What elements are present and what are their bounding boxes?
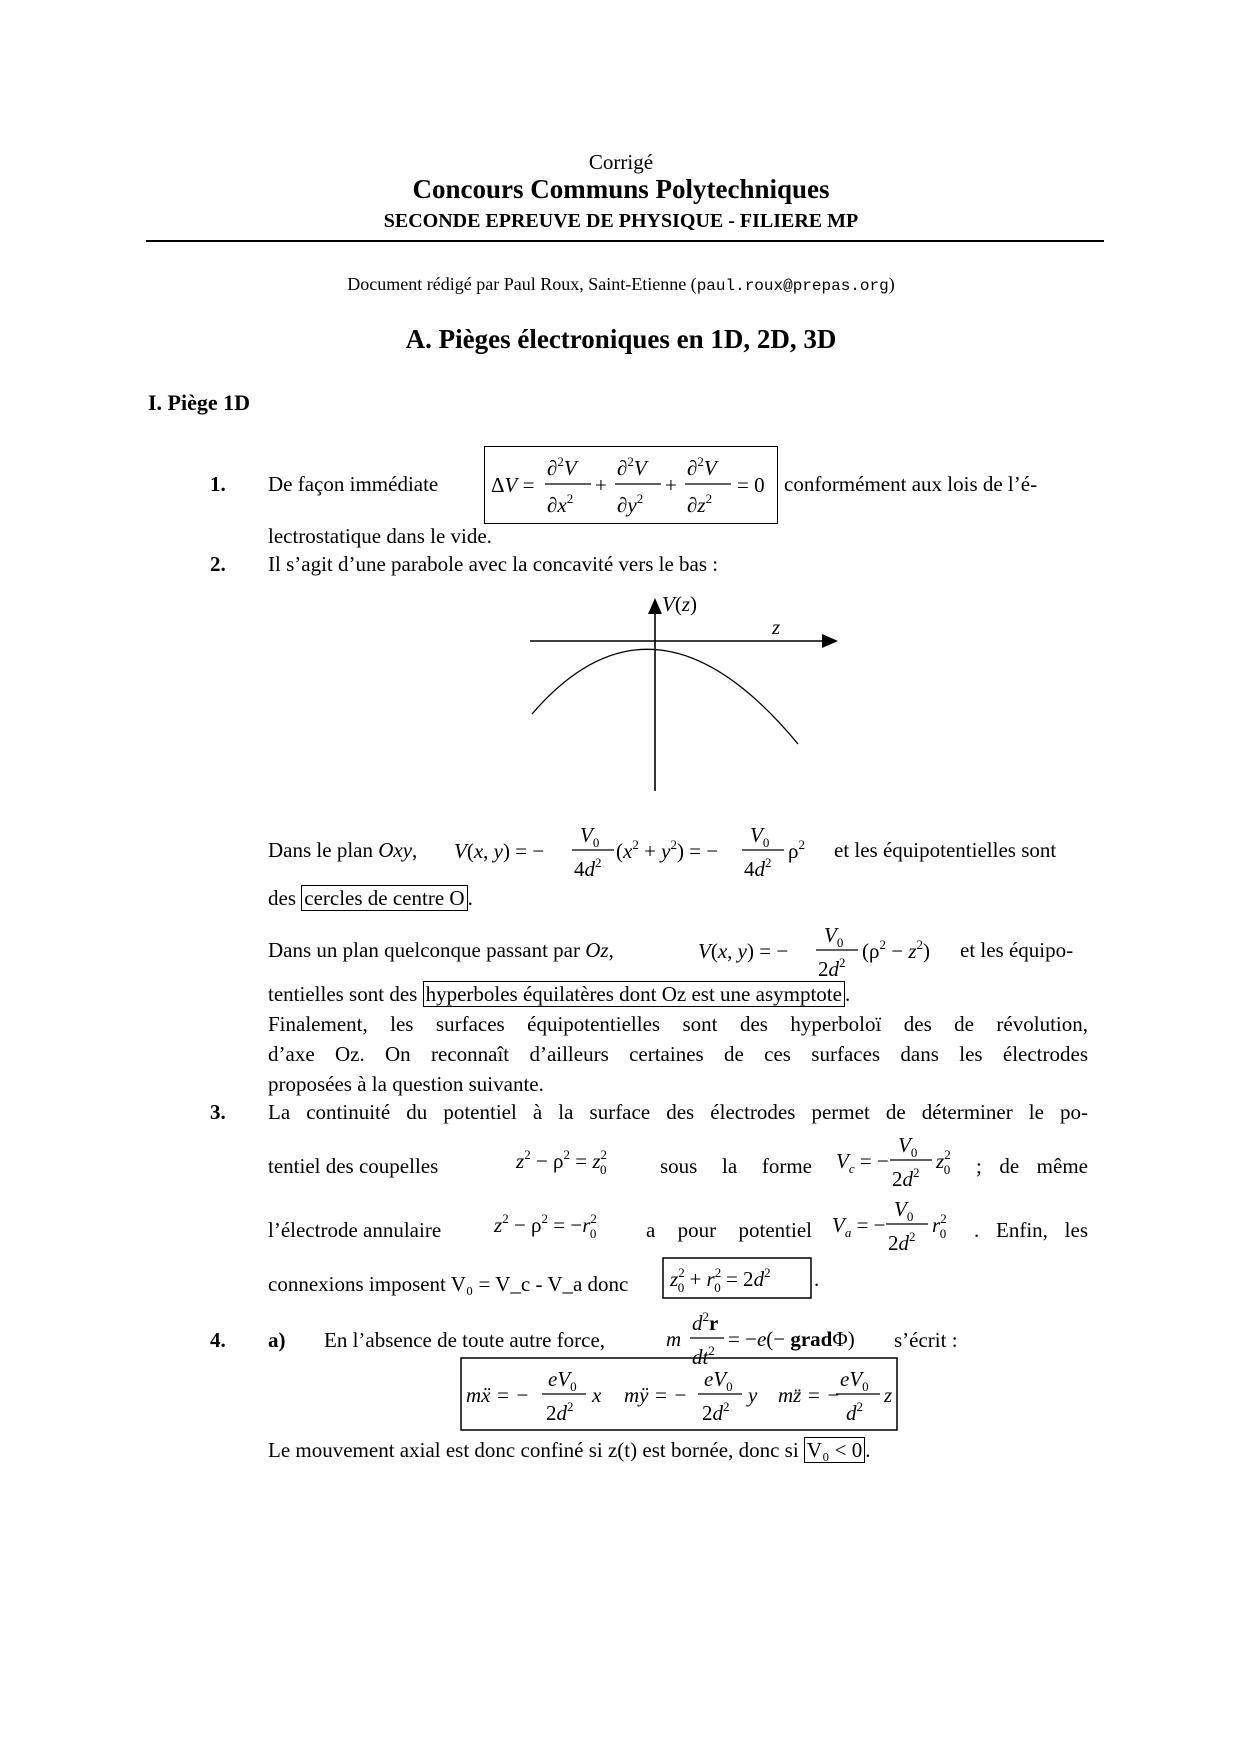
potential-oxy-formula xyxy=(448,816,832,886)
svg-text:V0: $V_0$ xyxy=(750,823,770,850)
potential-oz-formula xyxy=(692,916,960,986)
q4-sub-a: a) xyxy=(268,1328,286,1352)
svg-text:∂z2: $\partial z^2$ xyxy=(687,491,713,517)
svg-text:m: m xyxy=(666,1327,682,1351)
author-email: paul.roux@prepas.org xyxy=(696,277,889,295)
q3-enfin-les: . Enfin, les xyxy=(974,1218,1088,1242)
laplace-equation-box xyxy=(484,446,778,524)
svg-text:z: z xyxy=(884,1383,893,1407)
svg-text:= 0: = 0 xyxy=(737,473,765,497)
svg-text:r20: $r^2$ 0 xyxy=(932,1211,947,1241)
svg-text:mẍ = −: mẍ = − xyxy=(466,1383,530,1407)
svg-text:V0: $V_0$ xyxy=(824,923,844,950)
q4-conclusion: Le mouvement axial est donc confiné si z(t) est bornée, donc si V₀ < 0 . xyxy=(268,1438,871,1462)
svg-text:eV0: $eV_0$ xyxy=(840,1367,869,1394)
svg-text:4d2: $4d^2$ xyxy=(744,855,772,881)
q1-number: 1. xyxy=(210,472,226,496)
laplace-equation xyxy=(485,447,777,523)
q2-text: Il s’agit d’une parabole avec la concavité vers le bas : xyxy=(268,552,719,576)
svg-text:Va = −: $V_a$ = − xyxy=(832,1213,886,1240)
svg-text:(x2 + y2) = −: $(x^2 + y^2)$ = − xyxy=(616,837,719,863)
svg-text:z20 + r20 = 2d2: $z^2$ $0 + r^2$ $0 = 2d^2$ xyxy=(670,1265,771,1295)
corrige-label: Corrigé xyxy=(588,150,654,174)
v0-condition-box: V₀ < 0 xyxy=(804,1437,865,1463)
p3-line1: Finalement, les surfaces équipotentielles sont des hyperboloï des de révolution, xyxy=(268,1012,1088,1036)
graph-x-arrow xyxy=(822,634,838,648)
coupelles-equation xyxy=(512,1140,642,1180)
svg-text:ρ2: $\rho^2$ xyxy=(788,837,805,863)
circles-result-box: cercles de centre O xyxy=(301,885,467,911)
section-title: I. Piège 1D xyxy=(148,390,251,415)
graph-y-label: V(z) xyxy=(662,596,698,616)
q4-intro: En l’absence de toute autre force, xyxy=(324,1328,606,1352)
svg-text:V0: $V_0$ xyxy=(580,823,600,850)
p1-continuation: des cercles de centre O . xyxy=(268,886,473,910)
q4-after: s’écrit : xyxy=(894,1328,958,1352)
svg-text:V(x, y) = −: V(x, y) = − xyxy=(454,839,545,863)
author-line: Document rédigé par Paul Roux, Saint-Etienne (paul.roux@prepas.org) xyxy=(347,274,895,295)
q3-number: 3. xyxy=(210,1100,226,1124)
svg-text:z20: $z^2$ 0 xyxy=(936,1147,951,1177)
p2-start: Dans un plan quelconque passant par Oz, xyxy=(268,938,614,962)
header-rule xyxy=(146,240,1104,242)
svg-text:.: . xyxy=(814,1267,820,1291)
q3-line1: La continuité du potentiel à la surface des électrodes permet de déterminer le po- xyxy=(268,1100,1088,1124)
svg-text:2d2: $2d^2$ xyxy=(818,955,846,981)
svg-text:∂y2: $\partial y^2$ xyxy=(617,491,644,517)
svg-text:d2: $d^2$ xyxy=(846,1399,863,1425)
q3-result-box xyxy=(662,1256,822,1300)
svg-text:∂2V: ∂$^2$V xyxy=(617,454,647,480)
p3-line2: d’axe Oz. On reconnaît d’ailleurs certaines de ces surfaces dans les électrodes xyxy=(268,1042,1088,1066)
svg-text:∂2V: ∂$^2$V xyxy=(687,454,717,480)
p1-end: et les équipotentielles sont xyxy=(834,838,1057,862)
svg-text:eV0: $eV_0$ xyxy=(548,1367,577,1394)
contest-title: Concours Communs Polytechniques xyxy=(412,174,830,204)
svg-text:2d2: $2d^2$ xyxy=(892,1165,920,1191)
svg-text:2d2: $2d^2$ xyxy=(546,1399,574,1425)
svg-text:∂2V: ∂$^2$V xyxy=(547,454,577,480)
q1-continuation: lectrostatique dans le vide. xyxy=(268,524,492,548)
part-title: A. Pièges électroniques en 1D, 2D, 3D xyxy=(405,324,837,354)
svg-text:dt2: $dt^2$ xyxy=(692,1343,715,1369)
p2-continuation: tentielles sont des hyperboles équilatères dont Oz est une asymptote . xyxy=(268,982,851,1006)
svg-text:Vc = −: $V_c$ = − xyxy=(836,1149,889,1176)
q3-de-meme: ; de même xyxy=(976,1154,1088,1178)
equations-of-motion-box xyxy=(460,1356,900,1432)
svg-text:∂x2: $\partial x^2$ xyxy=(547,491,574,517)
graph-y-arrow xyxy=(648,598,662,614)
q3-connexions-text: connexions imposent V₀ = V_c - V_a donc xyxy=(268,1272,629,1296)
svg-text:2d2: $2d^2$ xyxy=(702,1399,730,1425)
parabola-curve xyxy=(532,649,798,744)
q4-number: 4. xyxy=(210,1328,226,1352)
va-formula xyxy=(828,1192,974,1262)
p3-line3: proposées à la question suivante. xyxy=(268,1072,544,1096)
svg-text:2d2: $2d^2$ xyxy=(888,1229,916,1255)
svg-text:4d2: $4d^2$ xyxy=(574,855,602,881)
svg-text:z2 − ρ2 = −r20: $z^2 - \rho^2 = -r^2$ 0 xyxy=(494,1211,597,1241)
q1-after: conformément aux lois de l’é- xyxy=(784,472,1038,496)
svg-text:mÿ = −: mÿ = − xyxy=(624,1383,688,1407)
svg-text:z2 − ρ2 = z20: $z^2 - \rho^2 = z^2$ 0 xyxy=(516,1147,608,1177)
q3-forme-text: sous la forme xyxy=(660,1154,812,1178)
p2-end: et les équipo- xyxy=(960,938,1074,962)
q3-annulaire-text: l’électrode annulaire xyxy=(268,1218,442,1242)
svg-text:V0: $V_0$ xyxy=(898,1133,918,1160)
hyperbolas-result-box: hyperboles équilatères dont Oz est une asymptote xyxy=(423,981,845,1007)
svg-text:y: y xyxy=(748,1383,758,1407)
svg-text:V0: $V_0$ xyxy=(894,1197,914,1224)
svg-text:= −e(− gradΦ): = −e(− gradΦ) xyxy=(728,1327,855,1351)
q2-number: 2. xyxy=(210,552,226,576)
p1-start: Dans le plan Oxy, xyxy=(268,838,418,862)
svg-text:+: + xyxy=(595,473,607,497)
vc-formula xyxy=(832,1128,978,1198)
graph-x-label: z xyxy=(772,615,781,639)
q3-coupelles-text: tentiel des coupelles xyxy=(268,1154,439,1178)
q1-intro: De façon immédiate xyxy=(268,472,439,496)
svg-text:(ρ2 − z2): $(\rho^2 - z^2)$ xyxy=(862,937,931,963)
parabola-graph xyxy=(520,596,840,796)
svg-text:ΔV =: ΔV = xyxy=(491,473,535,497)
svg-text:eV0: $eV_0$ xyxy=(704,1367,733,1394)
annulaire-equation xyxy=(490,1204,630,1244)
svg-text:x: x xyxy=(592,1383,602,1407)
svg-text:V(x, y) = −: V(x, y) = − xyxy=(698,939,789,963)
svg-text:d2r: $d^2r$ xyxy=(692,1309,719,1335)
svg-text:+: + xyxy=(665,473,677,497)
svg-text:mz̈ = −: mz̈ = − xyxy=(778,1383,841,1407)
q3-pour-potentiel: a pour potentiel xyxy=(646,1218,812,1242)
epreuve-subtitle: SECONDE EPREUVE DE PHYSIQUE - FILIERE MP xyxy=(383,210,859,232)
